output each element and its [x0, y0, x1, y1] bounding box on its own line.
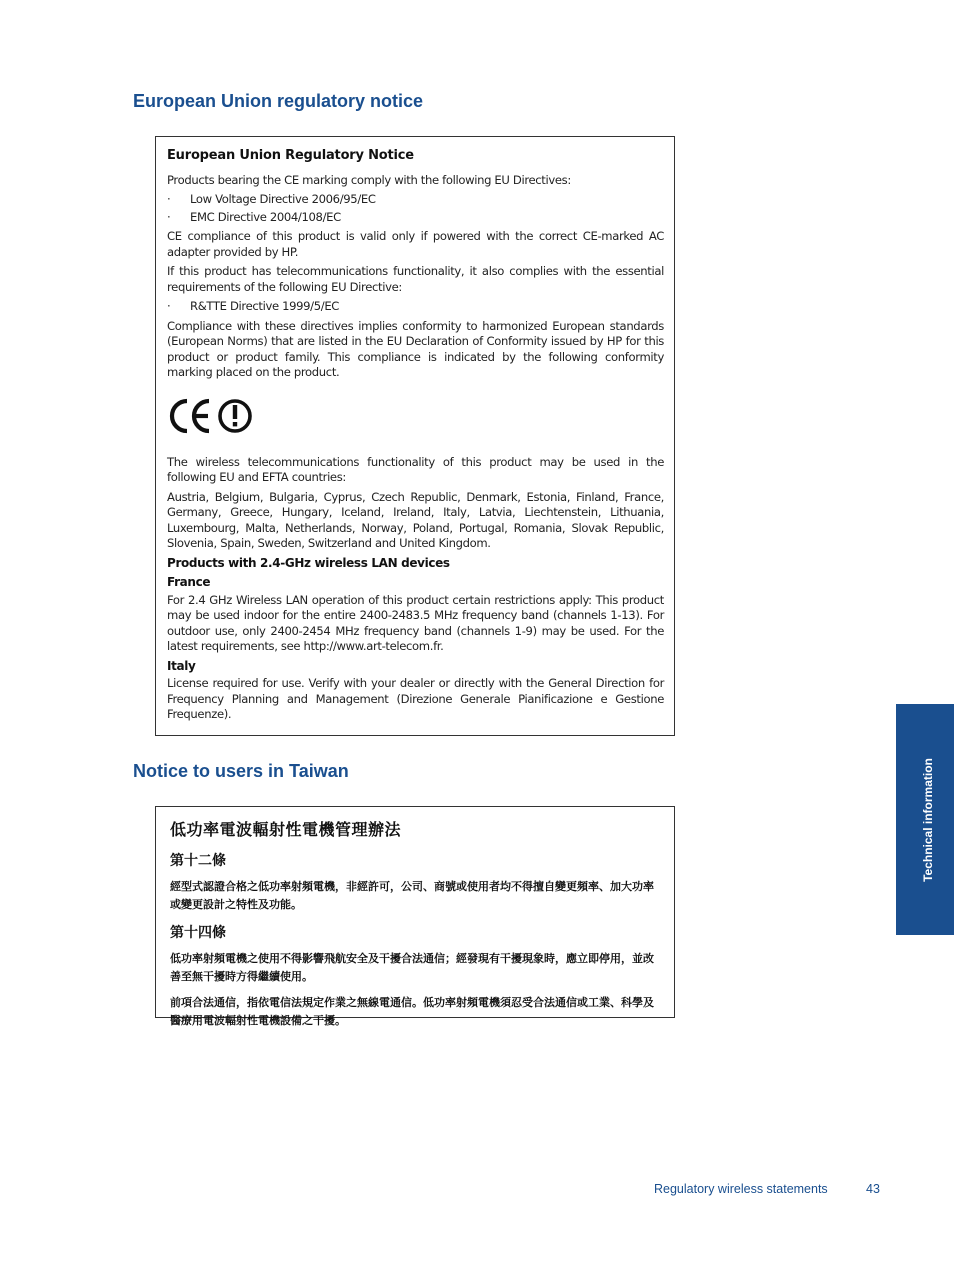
eu-telecom-text: If this product has telecommunications functionality, it also complies with the essential requirements of the following EU Directive:	[167, 264, 664, 294]
ce-mark-icon	[172, 401, 209, 431]
taiwan-paragraph-3: 前項合法通信，指依電信法規定作業之無線電通信。低功率射頻電機須忍受合法通信或工業、科學及醫療用電波輻射性電機設備之干擾。	[170, 996, 654, 1027]
eu-notice-title: European Union Regulatory Notice	[167, 148, 414, 163]
chapter-side-tab-label: Technical information	[921, 757, 935, 882]
footer-page-number: 43	[866, 1182, 880, 1196]
list-item: · EMC Directive 2004/108/EC	[167, 210, 664, 226]
taiwan-notice-box	[155, 806, 675, 1027]
eu-notice-box	[155, 136, 675, 736]
eu-france-heading: France	[167, 575, 211, 589]
footer-section-title: Regulatory wireless statements	[654, 1182, 828, 1196]
eu-countries-text: Austria, Belgium, Bulgaria, Cyprus, Czech Republic, Denmark, Estonia, Finland, France, Germany, Greece, Hungary, Iceland, Ireland, Italy, Latvia, Liechtenstein, Lithuania, Luxembourg, Malta, Netherlands, Norway, Poland, Portugal, Romania, Slovak Republic, Slovenia, Spain, Sweden, Switzerland and United Kingdom.	[167, 489, 664, 550]
taiwan-paragraph-2: 低功率射頻電機之使用不得影響飛航安全及干擾合法通信；經發現有干擾現象時，應立即停用，並改善至無干擾時方得繼續使用。	[170, 952, 654, 983]
list-item: · Low Voltage Directive 2006/95/EC	[167, 192, 664, 208]
taiwan-notice-title: 低功率電波輻射性電機管理辦法	[170, 820, 402, 839]
eu-italy-heading: Italy	[167, 658, 196, 673]
list-item: · R&TTE Directive 1999/5/EC	[167, 299, 664, 315]
taiwan-article-12: 第十二條	[170, 853, 226, 869]
conformity-marks	[167, 395, 257, 439]
eu-wlan-heading: Products with 2.4-GHz wireless LAN devices	[167, 555, 450, 570]
eu-section-heading: European Union regulatory notice	[133, 91, 424, 111]
taiwan-paragraph-1: 經型式認證合格之低功率射頻電機，非經許可，公司、商號或使用者均不得擅自變更頻率、加大功率或變更設計之特性及功能。	[170, 880, 654, 911]
eu-france-text: For 2.4 GHz Wireless LAN operation of this product certain restrictions apply: This product may be used indoor for the entire 2400-2483.5 MHz frequency band (channels 1-13). For outdoor use, only 2400-2454 MHz frequency band (channels 1-9) may be used. For the latest requirements, see http://www.art-telecom.fr.	[167, 592, 664, 653]
eu-compliance-text: Compliance with these directives implies conformity to harmonized European standards (European Norms) that are listed in the EU Declaration of Conformity issued by HP for this product or product family. This compliance is indicated by the following conformity marking placed on the product.	[167, 318, 664, 379]
taiwan-section-heading: Notice to users in Taiwan	[133, 761, 349, 781]
eu-ce-compliance-text: CE compliance of this product is valid only if powered with the correct CE-marked AC adapter provided by HP.	[167, 229, 664, 259]
eu-wireless-text: The wireless telecommunications functionality of this product may be used in the following EU and EFTA countries:	[167, 454, 664, 484]
eu-italy-text: License required for use. Verify with your dealer or directly with the General Direction for Frequency Planning and Management (Direzione Generale Pianificazione e Gestione Frequenze).	[167, 676, 664, 721]
eu-notice-intro: Products bearing the CE marking comply with the following EU Directives:	[167, 172, 571, 187]
taiwan-article-14: 第十四條	[170, 925, 226, 941]
chapter-side-tab	[896, 704, 954, 935]
alert-mark-icon	[220, 401, 250, 431]
eu-telecom-directive-list	[167, 299, 664, 315]
eu-directive-list	[167, 192, 664, 225]
